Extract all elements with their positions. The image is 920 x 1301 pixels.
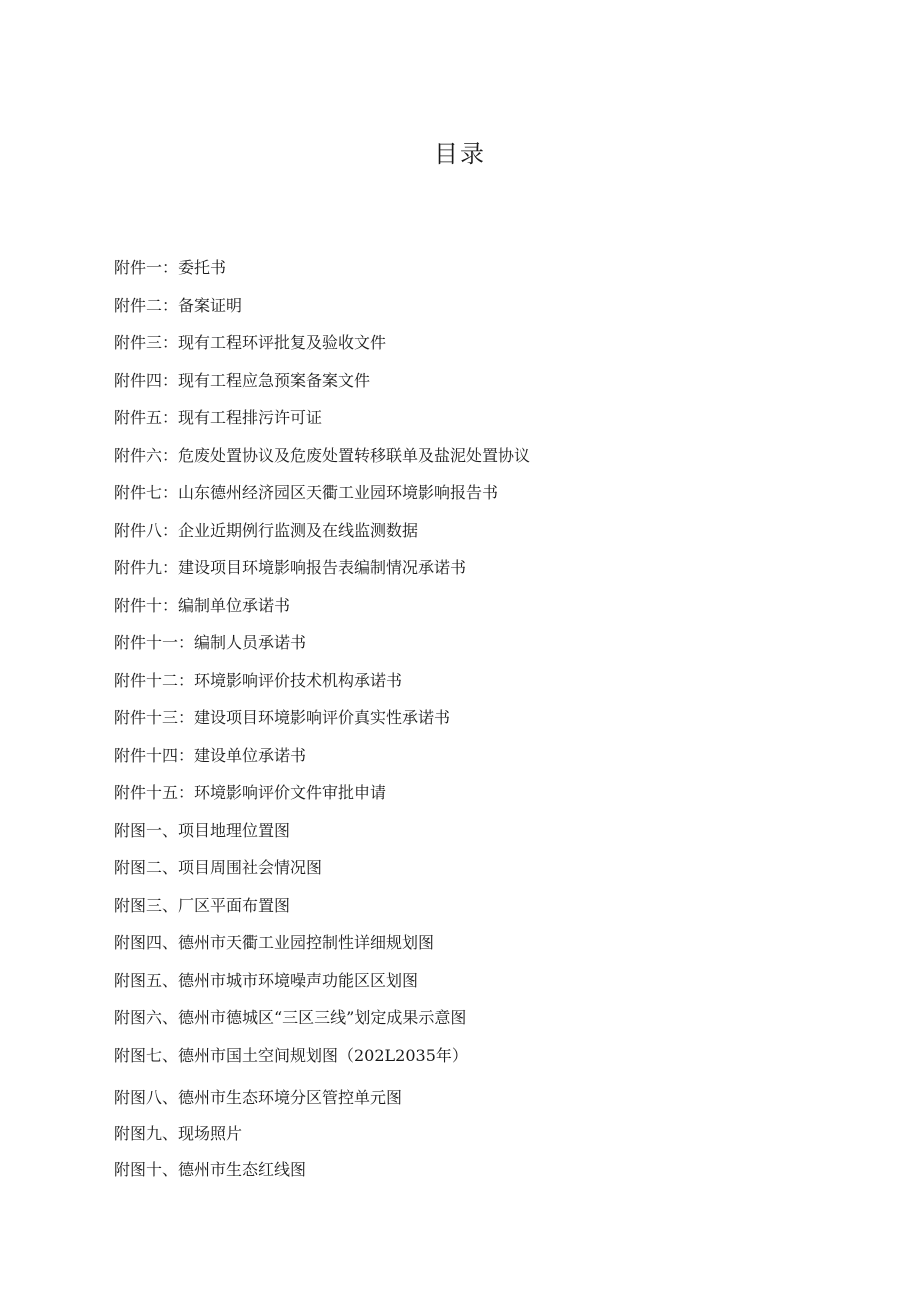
toc-entry-figure-8: 附图八、德州市生态环境分区管控单元图 — [114, 1087, 403, 1107]
toc-entry-attachment-9: 附件九：建设项目环境影响报告表编制情况承诺书 — [114, 558, 467, 577]
toc-list — [114, 252, 530, 1190]
toc-entry-attachment-14: 附件十四：建设单位承诺书 — [114, 745, 307, 765]
toc-entry-attachment-4: 附件四：现有工程应急预案备案文件 — [114, 370, 371, 390]
toc-entry-figure-3: 附图三、厂区平面布置图 — [114, 895, 291, 915]
toc-entry-attachment-7: 附件七：山东德州经济园区天衢工业园环境影响报告书 — [114, 483, 499, 502]
toc-entry-figure-7: 附图七、德州市国土空间规划图（202L2035年） — [114, 1045, 468, 1065]
toc-entry-figure-9: 附图九、现场照片 — [114, 1123, 243, 1143]
toc-entry-attachment-10: 附件十：编制单位承诺书 — [114, 595, 291, 615]
toc-entry-attachment-2: 附件二：备案证明 — [114, 295, 243, 315]
toc-entry-attachment-11: 附件十一：编制人员承诺书 — [114, 633, 307, 652]
toc-entry-attachment-12: 附件十二：环境影响评价技术机构承诺书 — [114, 670, 403, 690]
toc-entry-figure-4: 附图四、德州市天衢工业园控制性详细规划图 — [114, 933, 435, 952]
toc-entry-attachment-8: 附件八：企业近期例行监测及在线监测数据 — [114, 520, 419, 540]
toc-entry-attachment-15: 附件十五：环境影响评价文件审批申请 — [114, 783, 387, 802]
toc-entry-attachment-1: 附件一：委托书 — [114, 258, 227, 277]
toc-entry-figure-1: 附图一、项目地理位置图 — [114, 820, 291, 840]
toc-entry-figure-10: 附图十、德州市生态红线图 — [114, 1159, 307, 1179]
toc-entry-attachment-6: 附件六：危废处置协议及危废处置转移联单及盐泥处置协议 — [114, 445, 531, 465]
toc-title: 目录 — [434, 140, 486, 168]
toc-entry-attachment-3: 附件三：现有工程环评批复及验收文件 — [114, 333, 387, 352]
toc-entry-attachment-5: 附件五：现有工程排污许可证 — [114, 408, 323, 427]
toc-entry-figure-5: 附图五、德州市城市环境噪声功能区区划图 — [114, 970, 419, 990]
toc-entry-figure-6: 附图六、德州市德城区“三区三线”划定成果示意图 — [114, 1008, 467, 1027]
toc-entry-attachment-13: 附件十三：建设项目环境影响评价真实性承诺书 — [114, 708, 451, 727]
toc-entry-figure-2: 附图二、项目周围社会情况图 — [114, 858, 323, 877]
